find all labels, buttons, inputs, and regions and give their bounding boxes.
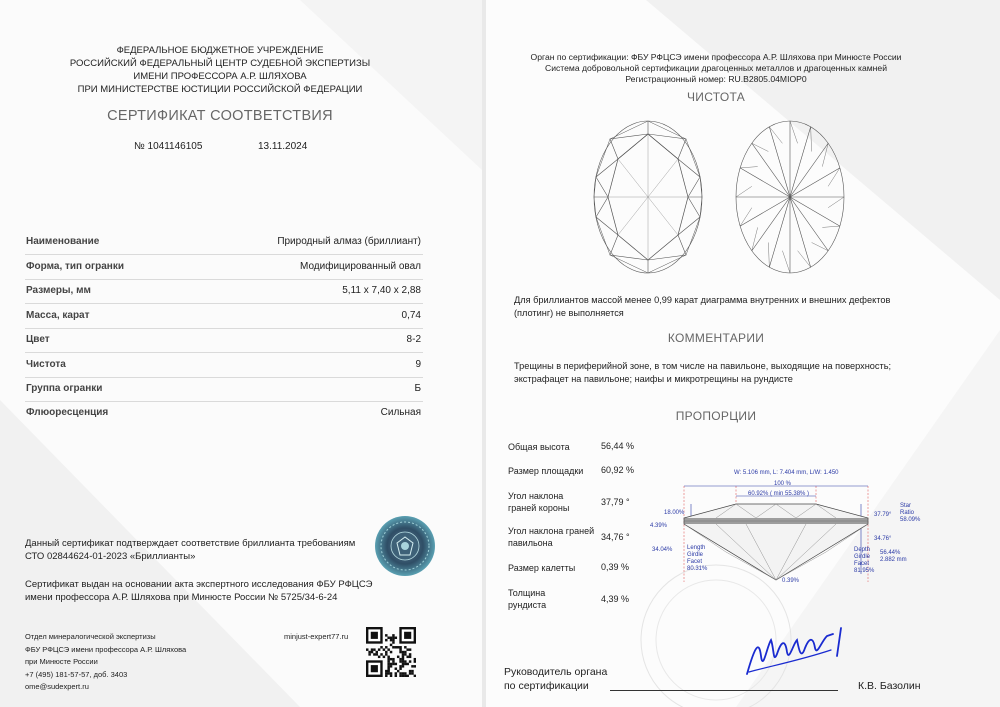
property-row xyxy=(25,328,423,353)
lower-girdle-label-1: Length xyxy=(687,545,706,551)
signature-caption xyxy=(504,665,607,693)
property-row xyxy=(25,377,423,402)
signature-line xyxy=(610,690,838,691)
lower-girdle-label-3: Facet xyxy=(687,559,703,565)
depth-mm-value: 2.882 mm xyxy=(880,557,907,563)
property-label: Флюоресценция xyxy=(26,407,109,418)
certificate-date: 13.11.2024 xyxy=(258,141,308,152)
certificate-title: СЕРТИФИКАТ СООТВЕТСТВИЯ xyxy=(107,108,333,124)
property-row xyxy=(25,353,423,378)
depth-pct-value: 56.44% xyxy=(880,550,901,556)
issuer-header-line: РОССИЙСКИЙ ФЕДЕРАЛЬНЫЙ ЦЕНТР СУДЕБНОЙ ЭКСПЕРТИЗЫ xyxy=(69,58,371,69)
clarity-plotting-note xyxy=(514,294,920,319)
diagram-star-ratio xyxy=(900,503,920,524)
diagram-culet: 0.39% xyxy=(782,578,800,584)
property-row xyxy=(25,304,423,329)
property-label: Форма, тип огранки xyxy=(26,261,125,272)
diagram-dimensions-label: W: 5.106 mm, L: 7.404 mm, L/W: 1.450 xyxy=(734,470,839,476)
proportion-label: Размер площадки xyxy=(508,466,584,476)
contact-line: при Минюсте России xyxy=(25,657,98,666)
contact-line: Отдел минералогической экспертизы xyxy=(25,632,156,641)
diagram-girdle-thickness: 4.39% xyxy=(650,523,668,529)
signature-caption-line: по сертификации xyxy=(504,680,589,692)
issuer-header-line: ПРИ МИНИСТЕРСТВЕ ЮСТИЦИИ РОССИЙСКОЙ ФЕДЕРАЦИИ xyxy=(77,84,363,95)
header-line: Орган по сертификации: ФБУ РФЦСЭ имени профессора А.Р. Шляхова при Минюсте России xyxy=(530,52,902,62)
contact-line: ФБУ РФЦСЭ имени профессора А.Р. Шляхова xyxy=(25,644,187,654)
property-label: Чистота xyxy=(26,359,66,370)
proportion-value: 0,39 % xyxy=(601,562,630,572)
basis-line: Сертификат выдан на основании акта экспертного исследования ФБУ РФЦСЭ xyxy=(25,579,373,590)
proportion-value: 34,76 ° xyxy=(601,532,630,542)
header-line: Система добровольной сертификации драгоценных металлов и драгоценных камней xyxy=(545,63,887,73)
property-label: Группа огранки xyxy=(26,383,103,394)
proportion-label: Угол наклона граней павильона xyxy=(508,526,595,548)
statement-line: Данный сертификат подтверждает соответствие бриллианта требованиям xyxy=(25,538,356,549)
property-row xyxy=(25,279,423,304)
property-value: 5,11 х 7,40 х 2,88 xyxy=(342,285,421,296)
lower-girdle-value: 80.31% xyxy=(687,566,708,572)
proportion-label: Толщина рундиста xyxy=(508,588,547,610)
department-contacts xyxy=(25,631,186,694)
property-value: 8-2 xyxy=(406,334,421,345)
property-value: 9 xyxy=(415,359,421,370)
depth-label-1: Depth xyxy=(854,547,871,553)
comment-line: Трещины в периферийной зоне, в том числе на павильоне, выходящие на поверхность; xyxy=(514,361,892,371)
lower-girdle-label-2: Girdle xyxy=(687,552,704,558)
diagram-width-pct: 100 % xyxy=(774,481,792,487)
statement-line: СТО 02844624-01-2023 «Бриллианты» xyxy=(25,551,196,562)
header-line: Регистрационный номер: RU.B2805.04МIOP0 xyxy=(625,74,807,84)
note-line: Для бриллиантов массой менее 0,99 карат диаграмма внутренних и внешних дефектов xyxy=(514,295,891,305)
certificate-right-page xyxy=(486,0,1000,707)
issuer-header-line: ИМЕНИ ПРОФЕССОРА А.Р. ШЛЯХОВА xyxy=(133,71,307,82)
star-ratio-value: 58.09% xyxy=(900,517,921,523)
diagram-table-pct: 60.92% ( min 55.38% ) xyxy=(748,491,810,497)
basis-line: имени профессора А.Р. Шляхова при Минюсте России № 5725/34-6-24 xyxy=(25,592,338,603)
proportion-label: Угол наклона граней короны xyxy=(508,491,570,513)
diagram-lower-girdle xyxy=(687,545,707,573)
property-label: Размеры, мм xyxy=(26,285,91,296)
crown-view-oval-diagram xyxy=(588,117,708,277)
contact-line: +7 (495) 181-57-57, доб. 3403 xyxy=(25,669,128,679)
certificate-left-page xyxy=(0,0,482,707)
depth-label-3: Facet xyxy=(854,561,870,567)
diagram-pavilion-angle: 34.76° xyxy=(874,536,892,542)
property-value: Сильная xyxy=(380,407,421,418)
property-value: Б xyxy=(414,383,421,394)
hologram-seal-icon xyxy=(374,515,436,577)
proportion-value: 4,39 % xyxy=(601,594,630,604)
property-label: Наименование xyxy=(26,236,100,247)
basis-statement xyxy=(25,578,372,604)
handwritten-signature xyxy=(741,626,871,686)
clarity-section-title: ЧИСТОТА xyxy=(686,90,746,104)
qr-code-icon[interactable] xyxy=(366,627,416,677)
proportion-value: 56,44 % xyxy=(601,441,635,451)
signature-caption-line: Руководитель органа xyxy=(504,666,608,678)
note-line: (плотинг) не выполняется xyxy=(514,307,624,318)
diagram-depth-values xyxy=(880,550,907,564)
issuer-header-line: ФЕДЕРАЛЬНОЕ БЮДЖЕТНОЕ УЧРЕЖДЕНИЕ xyxy=(116,45,324,56)
comment-line: экстрафацет на павильоне; наифы и микротрещины на рундисте xyxy=(514,373,793,384)
pavilion-view-oval-diagram xyxy=(730,117,850,277)
diagram-pavilion-depth: 34.04% xyxy=(652,547,673,553)
star-label: Star xyxy=(900,503,912,509)
signer-name: К.В. Базолин xyxy=(858,680,921,692)
diagram-crown-angle: 37.79° xyxy=(874,512,892,518)
proportions-section-title: ПРОПОРЦИИ xyxy=(675,409,757,423)
star-ratio-label: Ratio xyxy=(900,510,915,516)
diagram-depth-group xyxy=(854,547,874,575)
property-value: Природный алмаз (бриллиант) xyxy=(277,236,421,247)
property-label: Масса, карат xyxy=(26,310,90,321)
certification-body-header xyxy=(506,52,926,85)
website-link[interactable]: minjust-expert77.ru xyxy=(284,632,349,641)
girdle-facet-value: 81.95% xyxy=(854,568,875,574)
comments-text xyxy=(514,360,920,385)
contact-email: ome@sudexpert.ru xyxy=(25,682,89,691)
diagram-crown-height: 18.00% xyxy=(664,510,685,516)
proportion-label: Общая высота xyxy=(508,442,570,452)
certificate-number: № 1041146105 xyxy=(134,141,203,152)
property-row xyxy=(25,401,423,425)
proportion-value: 60,92 % xyxy=(601,465,635,475)
property-value: 0,74 xyxy=(401,310,421,321)
property-label: Цвет xyxy=(26,334,50,345)
property-value: Модифицированный овал xyxy=(300,261,421,272)
proportion-label: Размер калетты xyxy=(508,563,576,573)
comments-section-title: КОММЕНТАРИИ xyxy=(667,331,765,345)
issuer-header xyxy=(40,44,400,96)
depth-label-2: Girdle xyxy=(854,554,871,560)
property-row xyxy=(25,255,423,280)
compliance-statement xyxy=(25,537,355,563)
proportion-value: 37,79 ° xyxy=(601,497,630,507)
property-row xyxy=(25,230,423,255)
